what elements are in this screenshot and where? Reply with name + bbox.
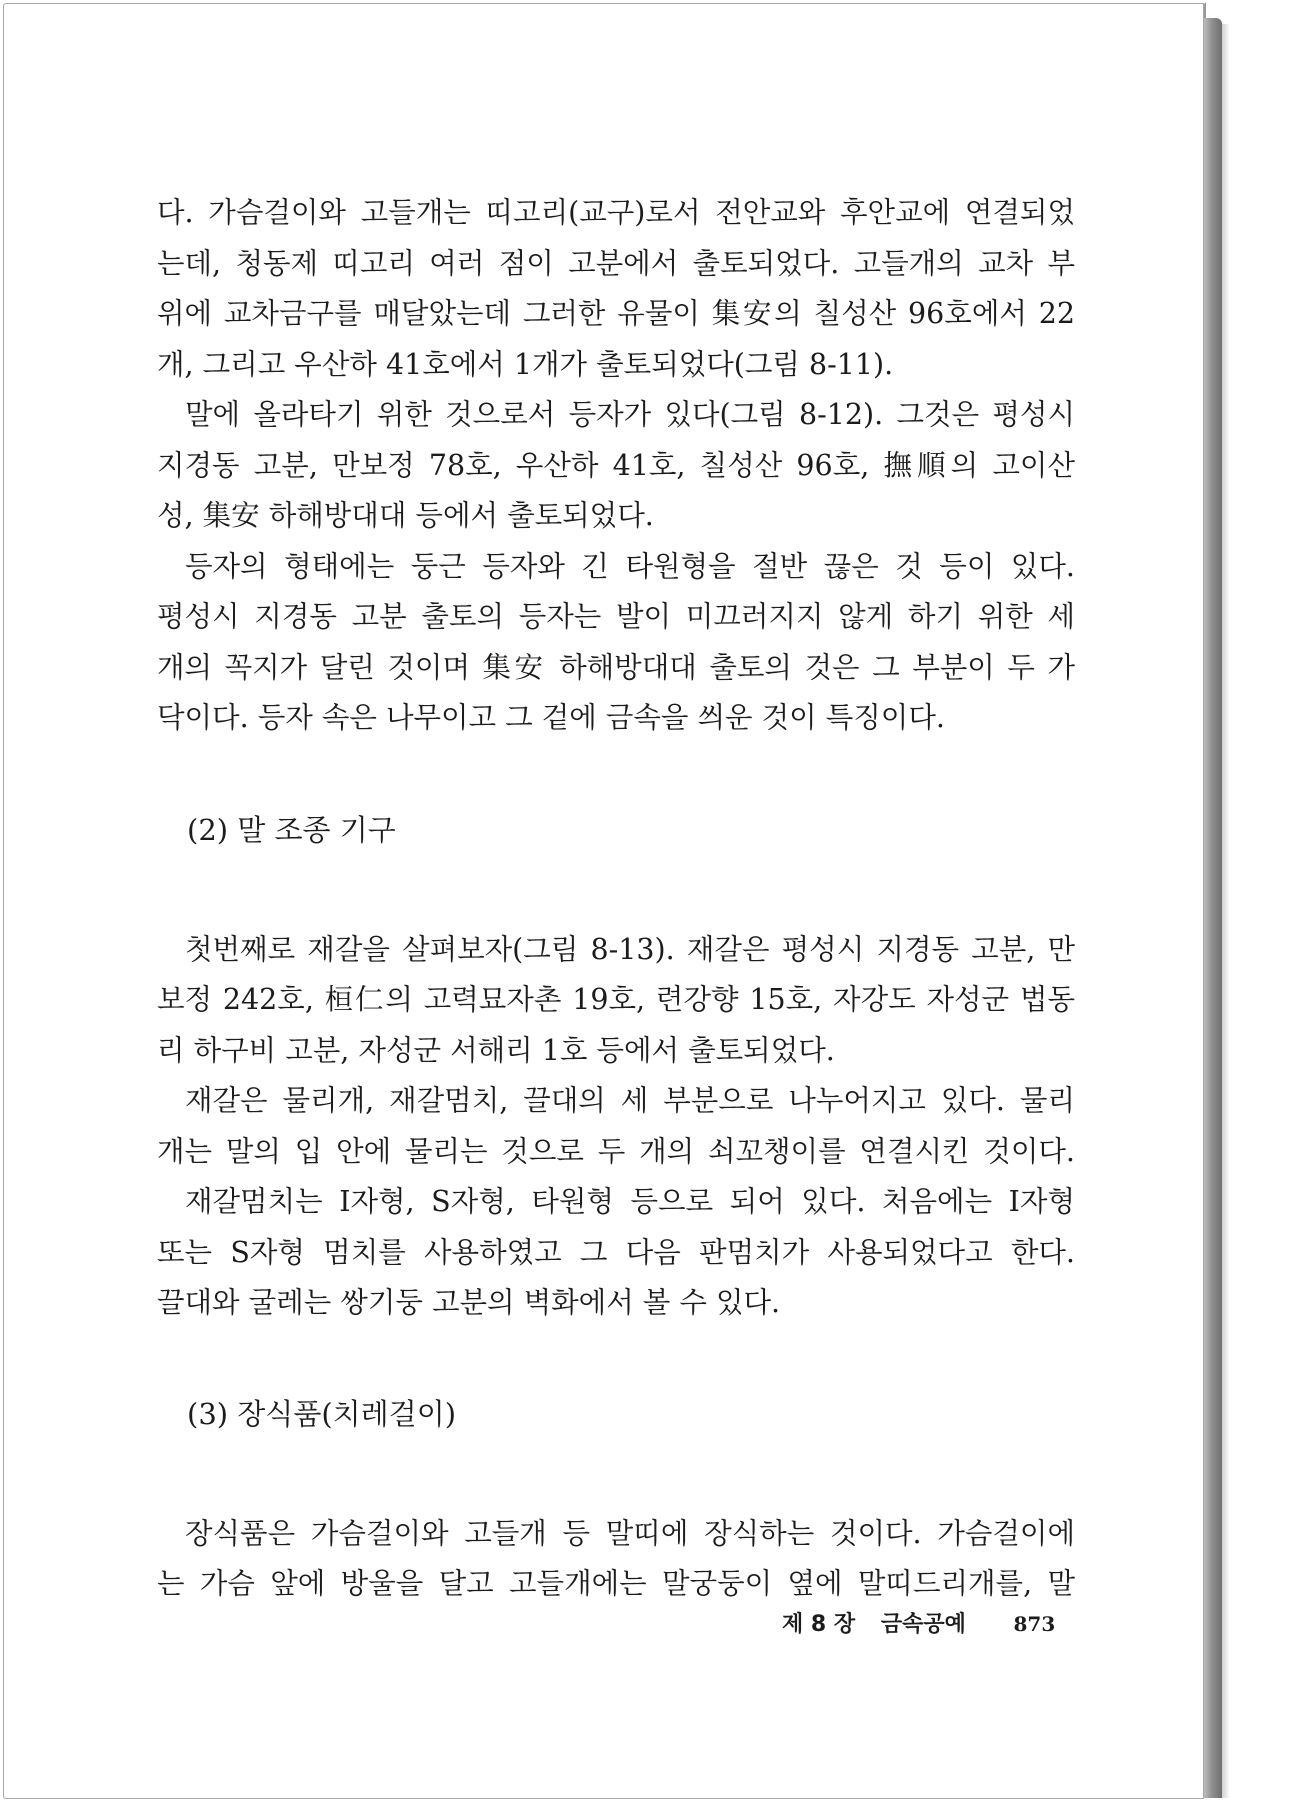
- text-line: 는 가슴 앞에 방울을 달고 고들개에는 말궁둥이 옆에 말띠드리개를, 말: [157, 1567, 1075, 1600]
- text-line: 개의 꼭지가 달린 것이며 集安 하해방대대 출토의 것은 그 부분이 두 가: [157, 650, 1075, 684]
- section-heading-ornaments: (3) 장식품(치레걸이): [187, 1396, 457, 1431]
- running-footer: [782, 1607, 1055, 1638]
- paragraph-6: [157, 1177, 1075, 1329]
- paragraph-3: [157, 542, 1075, 744]
- text-line: 등자의 형태에는 둥근 등자와 긴 타원형을 절반 끊은 것 등이 있다.: [185, 549, 1075, 583]
- section-label: 금속공예: [880, 1612, 966, 1637]
- text-line: 평성시 지경동 고분 출토의 등자는 발이 미끄러지지 않게 하기 위한 세: [157, 600, 1075, 633]
- text-line: 리 하구비 고분, 자성군 서해리 1호 등에서 출토되었다.: [157, 1033, 835, 1067]
- section-heading-horse-control: (2) 말 조종 기구: [187, 812, 396, 847]
- text-line: 닥이다. 등자 속은 나무이고 그 겉에 금속을 씌운 것이 특징이다.: [157, 701, 945, 734]
- page-body: [157, 188, 1075, 1610]
- text-line: 위에 교차금구를 매달았는데 그러한 유물이 集安의 칠성산 96호에서 22: [157, 297, 1075, 330]
- text-line: 말에 올라타기 위한 것으로서 등자가 있다(그림 8-12). 그것은 평성시: [185, 398, 1075, 431]
- chapter-label: 제 8 장: [782, 1612, 856, 1637]
- page-stack-edge: [1204, 18, 1222, 1798]
- text-line: 첫번째로 재갈을 살펴보자(그림 8-13). 재갈은 평성시 지경동 고분, 만: [185, 932, 1075, 966]
- paragraph-4: [157, 925, 1075, 1077]
- paragraph-1: [157, 188, 1075, 390]
- text-line: 개, 그리고 우산하 41호에서 1개가 출토되었다(그림 8-11).: [157, 347, 894, 381]
- text-line: 끌대와 굴레는 쌍기둥 고분의 벽화에서 볼 수 있다.: [157, 1286, 781, 1319]
- text-line: 는데, 청동제 띠고리 여러 점이 고분에서 출토되었다. 고들개의 교차 부: [157, 246, 1075, 280]
- paragraph-7: [157, 1509, 1075, 1610]
- spacer: [157, 744, 1075, 805]
- text-line: 지경동 고분, 만보정 78호, 우산하 41호, 칠성산 96호, 撫順의 고이산: [157, 448, 1075, 482]
- text-line: 개는 말의 입 안에 물리는 것으로 두 개의 쇠꼬챙이를 연결시킨 것이다.: [157, 1134, 1075, 1168]
- paragraph-5: [157, 1076, 1075, 1177]
- text-line: 장식품은 가슴걸이와 고들개 등 말띠에 장식하는 것이다. 가슴걸이에: [185, 1516, 1075, 1550]
- text-line: 또는 S자형 멈치를 사용하였고 그 다음 판멈치가 사용되었다고 한다.: [157, 1235, 1075, 1269]
- text-line: 성, 集安 하해방대대 등에서 출토되었다.: [157, 499, 654, 532]
- text-line: 재갈멈치는 I자형, S자형, 타원형 등으로 되어 있다. 처음에는 I자형: [185, 1185, 1075, 1218]
- paragraph-2: [157, 390, 1075, 542]
- text-line: 보정 242호, 桓仁의 고력묘자촌 19호, 련강향 15호, 자강도 자성군 법동: [157, 983, 1075, 1016]
- spacer: [157, 1439, 1075, 1509]
- text-line: 재갈은 물리개, 재갈멈치, 끌대의 세 부분으로 나누어지고 있다. 물리: [185, 1084, 1075, 1117]
- text-line: 다. 가슴걸이와 고들개는 띠고리(교구)로서 전안교와 후안교에 연결되었: [157, 196, 1075, 229]
- spacer: [157, 1329, 1075, 1389]
- page-shadow: [1222, 24, 1230, 1798]
- page-number: 873: [1013, 1612, 1056, 1636]
- spacer: [157, 855, 1075, 925]
